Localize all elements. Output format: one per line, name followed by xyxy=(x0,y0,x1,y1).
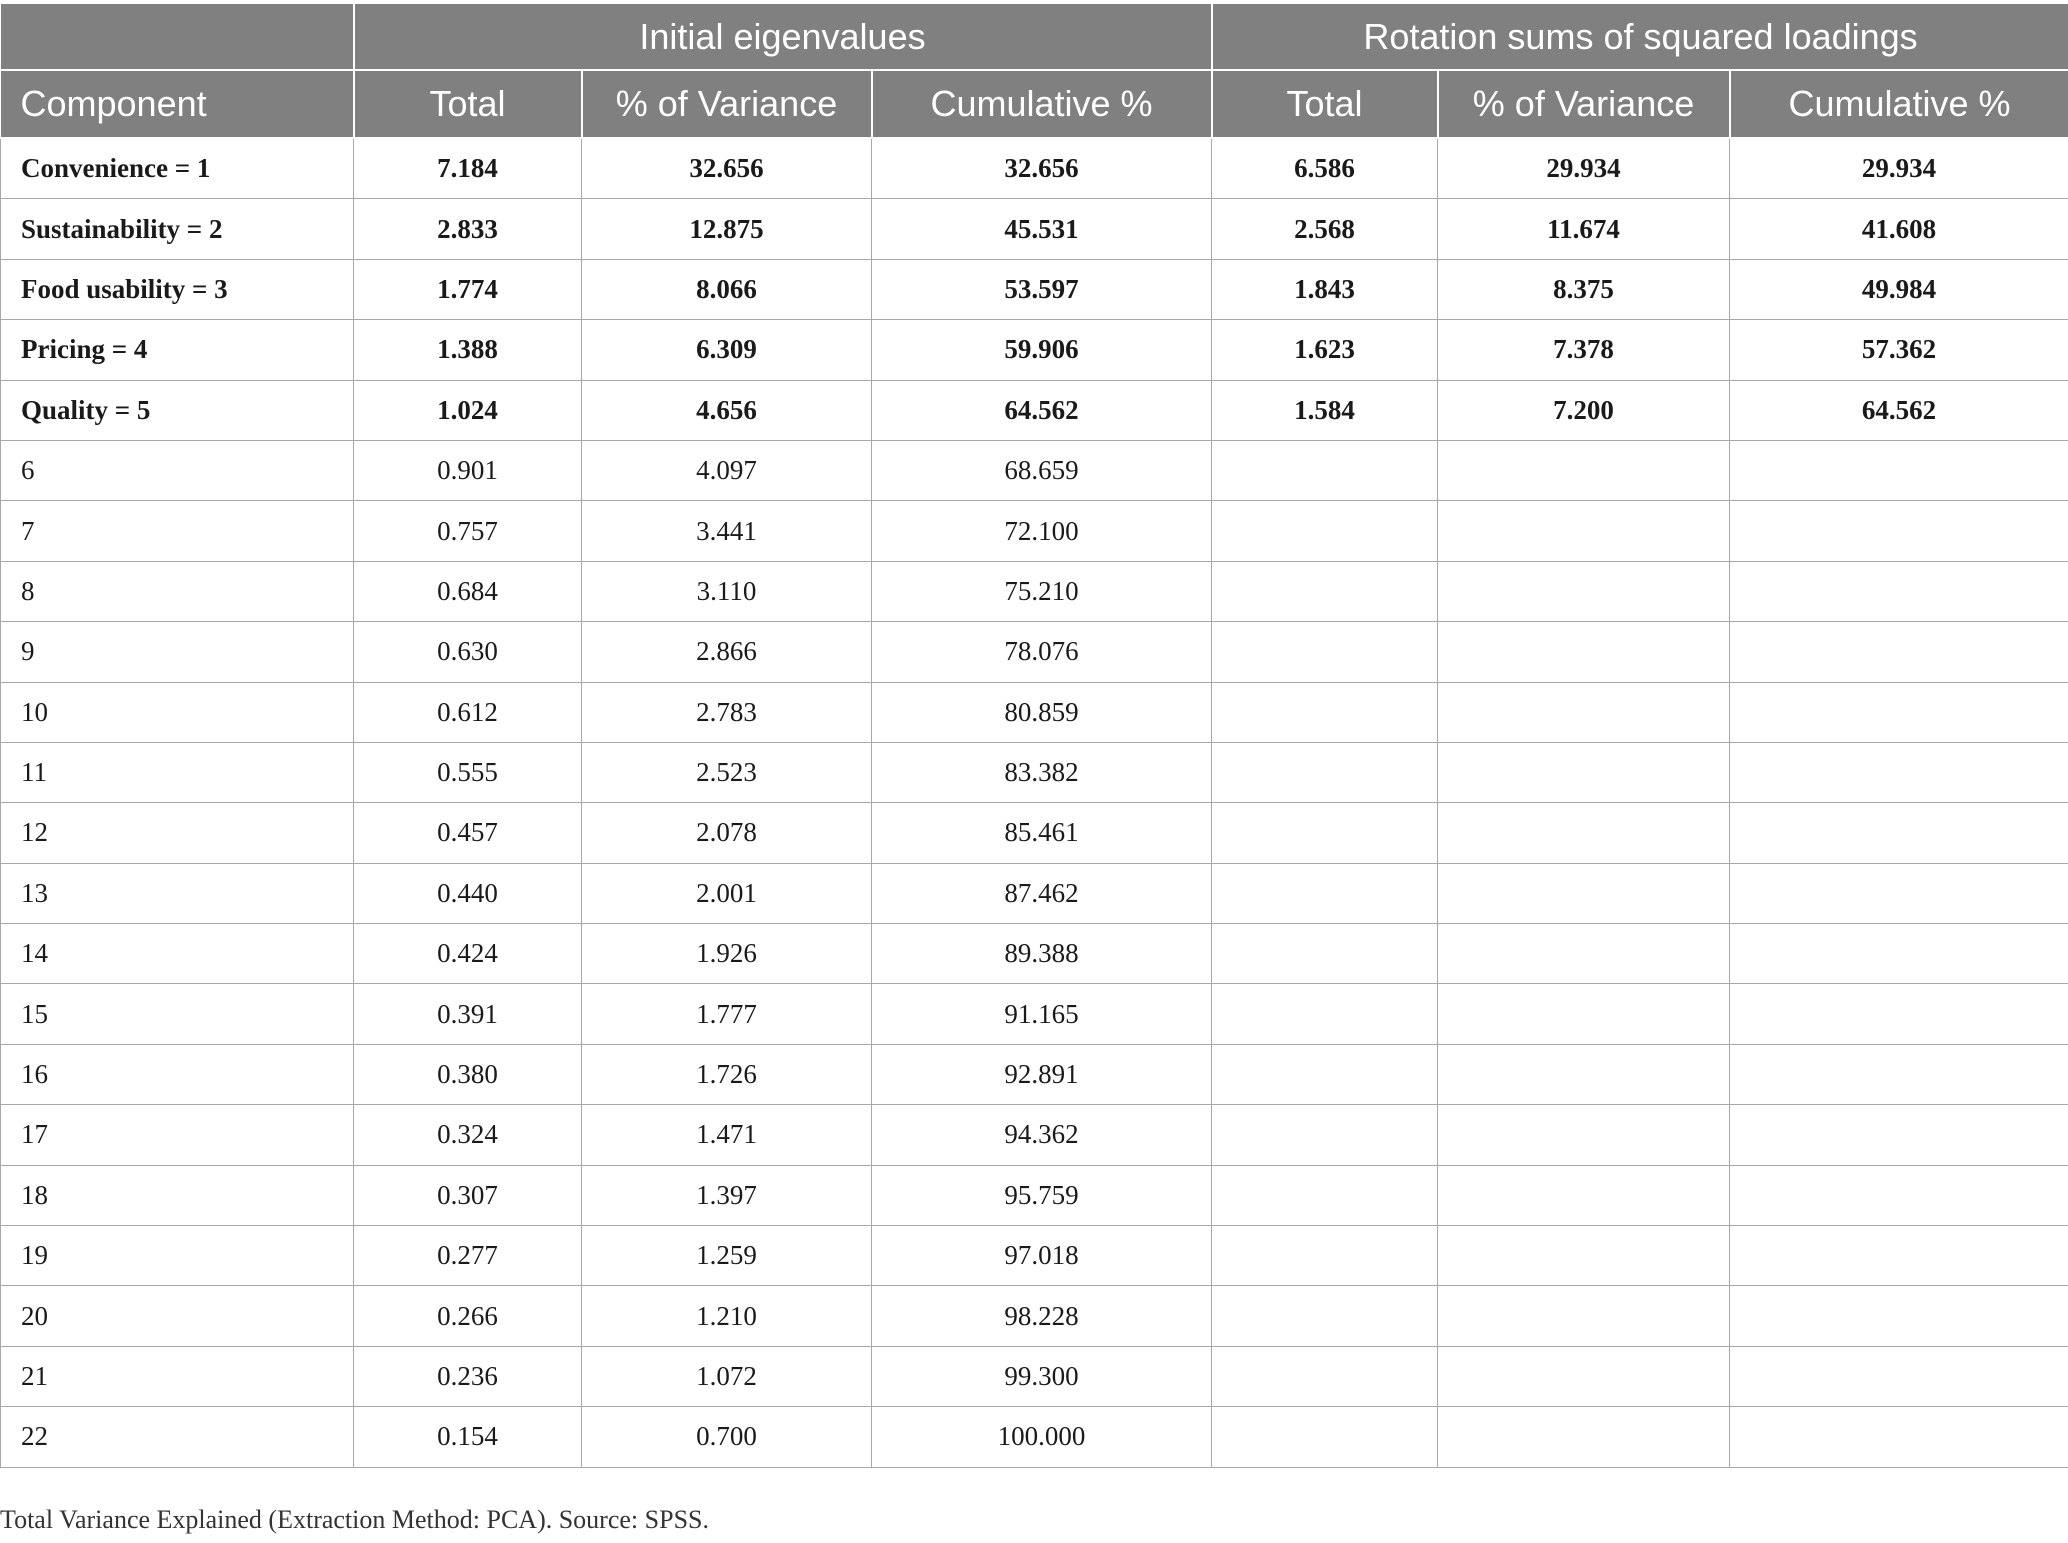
cell-rotation-cumulative xyxy=(1730,742,2068,802)
cell-initial-cumulative: 59.906 xyxy=(872,320,1212,380)
cell-initial-variance: 1.726 xyxy=(582,1044,872,1104)
cell-initial-total: 0.901 xyxy=(354,440,582,500)
cell-rotation-variance xyxy=(1438,561,1730,621)
cell-initial-total: 0.380 xyxy=(354,1044,582,1104)
cell-initial-cumulative: 78.076 xyxy=(872,622,1212,682)
cell-initial-cumulative: 99.300 xyxy=(872,1346,1212,1406)
table-row xyxy=(1,440,2068,500)
cell-initial-total: 7.184 xyxy=(354,138,582,199)
cell-component: 12 xyxy=(1,803,354,863)
table-row xyxy=(1,863,2068,923)
table-row xyxy=(1,501,2068,561)
cell-initial-variance: 2.783 xyxy=(582,682,872,742)
table-row xyxy=(1,199,2068,259)
cell-rotation-variance xyxy=(1438,984,1730,1044)
cell-component: 6 xyxy=(1,440,354,500)
cell-rotation-total: 2.568 xyxy=(1212,199,1438,259)
cell-rotation-total xyxy=(1212,1044,1438,1104)
table-row xyxy=(1,742,2068,802)
cell-initial-total: 0.236 xyxy=(354,1346,582,1406)
cell-component: 8 xyxy=(1,561,354,621)
cell-component: Sustainability = 2 xyxy=(1,199,354,259)
cell-initial-cumulative: 75.210 xyxy=(872,561,1212,621)
table-row xyxy=(1,1165,2068,1225)
cell-initial-variance: 2.001 xyxy=(582,863,872,923)
cell-rotation-cumulative xyxy=(1730,1226,2068,1286)
cell-initial-variance: 12.875 xyxy=(582,199,872,259)
cell-rotation-cumulative xyxy=(1730,682,2068,742)
cell-rotation-variance: 11.674 xyxy=(1438,199,1730,259)
cell-initial-cumulative: 68.659 xyxy=(872,440,1212,500)
cell-rotation-total xyxy=(1212,803,1438,863)
cell-rotation-cumulative xyxy=(1730,561,2068,621)
cell-initial-cumulative: 45.531 xyxy=(872,199,1212,259)
cell-initial-total: 0.391 xyxy=(354,984,582,1044)
cell-component: Quality = 5 xyxy=(1,380,354,440)
cell-rotation-total xyxy=(1212,1165,1438,1225)
cell-component: 10 xyxy=(1,682,354,742)
table-row xyxy=(1,682,2068,742)
cell-rotation-total xyxy=(1212,622,1438,682)
cell-rotation-variance xyxy=(1438,440,1730,500)
cell-rotation-cumulative: 41.608 xyxy=(1730,199,2068,259)
table-body xyxy=(1,138,2068,1467)
cell-rotation-variance xyxy=(1438,1407,1730,1467)
cell-component: 15 xyxy=(1,984,354,1044)
cell-rotation-cumulative xyxy=(1730,984,2068,1044)
cell-initial-cumulative: 32.656 xyxy=(872,138,1212,199)
cell-rotation-total xyxy=(1212,1286,1438,1346)
cell-initial-variance: 0.700 xyxy=(582,1407,872,1467)
cell-rotation-variance: 29.934 xyxy=(1438,138,1730,199)
cell-initial-cumulative: 89.388 xyxy=(872,924,1212,984)
cell-initial-cumulative: 97.018 xyxy=(872,1226,1212,1286)
cell-initial-total: 0.630 xyxy=(354,622,582,682)
cell-rotation-total xyxy=(1212,501,1438,561)
cell-component: 18 xyxy=(1,1165,354,1225)
cell-rotation-total: 1.843 xyxy=(1212,259,1438,319)
cell-rotation-variance xyxy=(1438,1165,1730,1225)
cell-initial-total: 0.307 xyxy=(354,1165,582,1225)
table-row xyxy=(1,259,2068,319)
cell-initial-variance: 32.656 xyxy=(582,138,872,199)
cell-rotation-total xyxy=(1212,924,1438,984)
cell-rotation-total xyxy=(1212,742,1438,802)
cell-component: 7 xyxy=(1,501,354,561)
cell-initial-total: 0.266 xyxy=(354,1286,582,1346)
cell-rotation-cumulative: 29.934 xyxy=(1730,138,2068,199)
cell-initial-total: 1.024 xyxy=(354,380,582,440)
cell-initial-variance: 6.309 xyxy=(582,320,872,380)
cell-rotation-cumulative xyxy=(1730,440,2068,500)
column-header-initial-total: Total xyxy=(354,70,582,138)
column-header-initial-cumulative: Cumulative % xyxy=(872,70,1212,138)
cell-initial-cumulative: 98.228 xyxy=(872,1286,1212,1346)
cell-initial-total: 0.457 xyxy=(354,803,582,863)
table-row xyxy=(1,138,2068,199)
cell-component: 11 xyxy=(1,742,354,802)
cell-rotation-total xyxy=(1212,984,1438,1044)
cell-initial-cumulative: 83.382 xyxy=(872,742,1212,802)
table-row xyxy=(1,803,2068,863)
cell-initial-variance: 1.777 xyxy=(582,984,872,1044)
cell-rotation-variance xyxy=(1438,803,1730,863)
cell-initial-cumulative: 94.362 xyxy=(872,1105,1212,1165)
total-variance-table xyxy=(0,4,2068,1468)
table-row xyxy=(1,622,2068,682)
cell-initial-total: 0.154 xyxy=(354,1407,582,1467)
cell-initial-total: 0.277 xyxy=(354,1226,582,1286)
cell-rotation-variance xyxy=(1438,1226,1730,1286)
cell-component: Convenience = 1 xyxy=(1,138,354,199)
table-row xyxy=(1,1286,2068,1346)
cell-component: 14 xyxy=(1,924,354,984)
cell-rotation-variance xyxy=(1438,622,1730,682)
table-row xyxy=(1,1044,2068,1104)
cell-initial-total: 0.684 xyxy=(354,561,582,621)
cell-initial-variance: 8.066 xyxy=(582,259,872,319)
cell-rotation-variance: 7.378 xyxy=(1438,320,1730,380)
table-row xyxy=(1,1407,2068,1467)
cell-rotation-variance xyxy=(1438,1346,1730,1406)
cell-initial-total: 0.440 xyxy=(354,863,582,923)
cell-initial-total: 2.833 xyxy=(354,199,582,259)
column-header-rotation-cumulative: Cumulative % xyxy=(1730,70,2068,138)
cell-component: 16 xyxy=(1,1044,354,1104)
cell-rotation-variance xyxy=(1438,742,1730,802)
cell-component: 13 xyxy=(1,863,354,923)
cell-rotation-cumulative: 57.362 xyxy=(1730,320,2068,380)
table-row xyxy=(1,1346,2068,1406)
cell-component: Food usability = 3 xyxy=(1,259,354,319)
cell-initial-total: 0.612 xyxy=(354,682,582,742)
cell-initial-cumulative: 95.759 xyxy=(872,1165,1212,1225)
cell-rotation-variance xyxy=(1438,924,1730,984)
table-row xyxy=(1,561,2068,621)
cell-component: 17 xyxy=(1,1105,354,1165)
table-row xyxy=(1,1105,2068,1165)
cell-rotation-variance xyxy=(1438,1286,1730,1346)
cell-rotation-total: 1.584 xyxy=(1212,380,1438,440)
column-header-initial-variance: % of Variance xyxy=(582,70,872,138)
cell-component: Pricing = 4 xyxy=(1,320,354,380)
cell-rotation-cumulative xyxy=(1730,1044,2068,1104)
cell-initial-variance: 1.926 xyxy=(582,924,872,984)
cell-initial-total: 0.424 xyxy=(354,924,582,984)
cell-rotation-total: 1.623 xyxy=(1212,320,1438,380)
column-header-rotation-total: Total xyxy=(1212,70,1438,138)
column-header-rotation-variance: % of Variance xyxy=(1438,70,1730,138)
cell-rotation-cumulative xyxy=(1730,1346,2068,1406)
cell-rotation-cumulative xyxy=(1730,1407,2068,1467)
cell-rotation-variance: 8.375 xyxy=(1438,259,1730,319)
cell-component: 22 xyxy=(1,1407,354,1467)
column-header-row xyxy=(1,70,2068,138)
cell-rotation-cumulative: 49.984 xyxy=(1730,259,2068,319)
variance-table-container xyxy=(0,4,2068,1468)
cell-rotation-total xyxy=(1212,561,1438,621)
cell-rotation-variance xyxy=(1438,1105,1730,1165)
cell-rotation-total: 6.586 xyxy=(1212,138,1438,199)
cell-rotation-cumulative xyxy=(1730,501,2068,561)
cell-initial-cumulative: 85.461 xyxy=(872,803,1212,863)
cell-initial-total: 1.774 xyxy=(354,259,582,319)
cell-initial-variance: 1.072 xyxy=(582,1346,872,1406)
cell-rotation-variance xyxy=(1438,863,1730,923)
table-row xyxy=(1,924,2068,984)
cell-component: 20 xyxy=(1,1286,354,1346)
cell-rotation-cumulative xyxy=(1730,803,2068,863)
cell-rotation-total xyxy=(1212,1226,1438,1286)
cell-initial-variance: 2.523 xyxy=(582,742,872,802)
cell-initial-cumulative: 87.462 xyxy=(872,863,1212,923)
group-header-rotation-sums: Rotation sums of squared loadings xyxy=(1212,4,2068,70)
cell-initial-cumulative: 64.562 xyxy=(872,380,1212,440)
cell-rotation-cumulative xyxy=(1730,863,2068,923)
cell-rotation-total xyxy=(1212,440,1438,500)
cell-initial-variance: 1.397 xyxy=(582,1165,872,1225)
cell-rotation-total xyxy=(1212,682,1438,742)
cell-initial-variance: 3.110 xyxy=(582,561,872,621)
cell-initial-total: 1.388 xyxy=(354,320,582,380)
cell-rotation-cumulative xyxy=(1730,924,2068,984)
cell-initial-cumulative: 80.859 xyxy=(872,682,1212,742)
table-row xyxy=(1,1226,2068,1286)
cell-initial-cumulative: 91.165 xyxy=(872,984,1212,1044)
cell-initial-total: 0.757 xyxy=(354,501,582,561)
cell-rotation-cumulative xyxy=(1730,622,2068,682)
table-row xyxy=(1,984,2068,1044)
group-header-empty xyxy=(1,4,354,70)
table-row xyxy=(1,380,2068,440)
cell-initial-variance: 1.259 xyxy=(582,1226,872,1286)
cell-initial-total: 0.555 xyxy=(354,742,582,802)
cell-initial-variance: 1.210 xyxy=(582,1286,872,1346)
cell-rotation-cumulative: 64.562 xyxy=(1730,380,2068,440)
table-row xyxy=(1,320,2068,380)
column-header-component: Component xyxy=(1,70,354,138)
cell-initial-cumulative: 72.100 xyxy=(872,501,1212,561)
cell-rotation-variance xyxy=(1438,682,1730,742)
table-header xyxy=(1,4,2068,138)
cell-initial-cumulative: 100.000 xyxy=(872,1407,1212,1467)
cell-rotation-variance xyxy=(1438,501,1730,561)
cell-initial-variance: 2.866 xyxy=(582,622,872,682)
cell-initial-variance: 2.078 xyxy=(582,803,872,863)
cell-rotation-cumulative xyxy=(1730,1105,2068,1165)
cell-rotation-cumulative xyxy=(1730,1165,2068,1225)
cell-initial-variance: 3.441 xyxy=(582,501,872,561)
cell-initial-cumulative: 92.891 xyxy=(872,1044,1212,1104)
cell-rotation-total xyxy=(1212,1346,1438,1406)
table-caption: Total Variance Explained (Extraction Method: PCA). Source: SPSS. xyxy=(0,1505,709,1534)
cell-rotation-variance: 7.200 xyxy=(1438,380,1730,440)
cell-component: 9 xyxy=(1,622,354,682)
cell-rotation-variance xyxy=(1438,1044,1730,1104)
cell-initial-cumulative: 53.597 xyxy=(872,259,1212,319)
cell-rotation-total xyxy=(1212,1407,1438,1467)
cell-rotation-cumulative xyxy=(1730,1286,2068,1346)
cell-rotation-total xyxy=(1212,863,1438,923)
group-header-row xyxy=(1,4,2068,70)
cell-initial-variance: 1.471 xyxy=(582,1105,872,1165)
cell-initial-total: 0.324 xyxy=(354,1105,582,1165)
cell-rotation-total xyxy=(1212,1105,1438,1165)
cell-initial-variance: 4.656 xyxy=(582,380,872,440)
cell-initial-variance: 4.097 xyxy=(582,440,872,500)
cell-component: 21 xyxy=(1,1346,354,1406)
cell-component: 19 xyxy=(1,1226,354,1286)
group-header-initial-eigenvalues: Initial eigenvalues xyxy=(354,4,1212,70)
